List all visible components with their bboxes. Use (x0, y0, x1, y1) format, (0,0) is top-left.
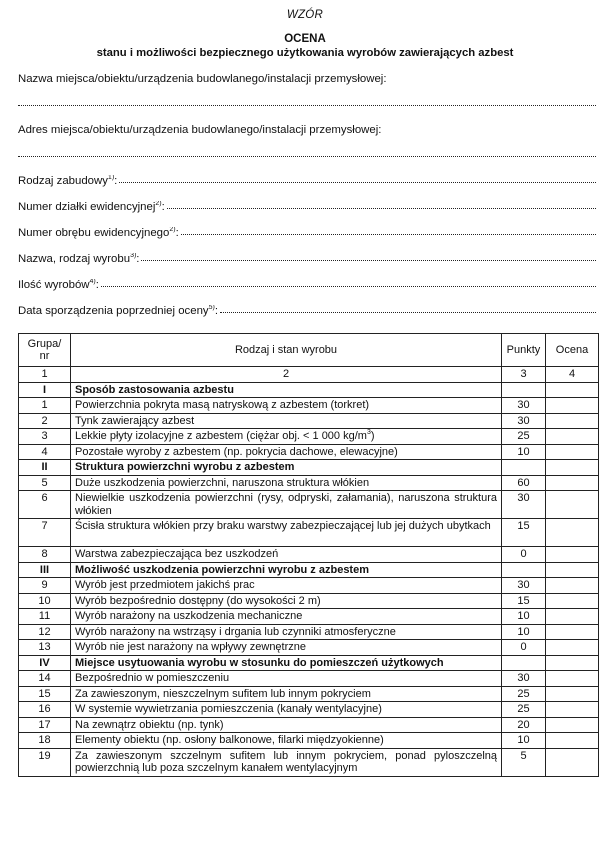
row-points: 30 (502, 413, 546, 429)
rating-cell (546, 460, 599, 476)
row-number: 18 (19, 733, 71, 749)
row-description (71, 717, 502, 733)
row-description (71, 640, 502, 656)
description-text: Bezpośrednio w pomieszczeniu (75, 672, 230, 684)
row-number: 1 (19, 398, 71, 414)
row-points: 30 (502, 491, 546, 519)
row-points: 60 (502, 475, 546, 491)
row-number: 9 (19, 578, 71, 594)
rating-cell[interactable] (546, 491, 599, 519)
row-description (71, 491, 502, 519)
row-points: 25 (502, 702, 546, 718)
description-text: Wyrób narażony na wstrząsy i drgania lub czynniki atmosferyczne (75, 625, 396, 638)
previous-assessment-date-label: Data sporządzenia poprzedniej oceny$^{5)}$: (18, 305, 219, 317)
document-subtitle: stanu i możliwości bezpiecznego użytkowania wyrobów zawierających azbest (96, 47, 514, 59)
row-number: 2 (19, 413, 71, 429)
row-description (71, 519, 502, 547)
description-text: Wyrób bezpośrednio dostępny (do wysokości 2 m) (75, 594, 321, 607)
obreb-label: Numer obrębu ewidencyjnego$^{2)}$: (18, 227, 179, 239)
row-points: 30 (502, 578, 546, 594)
row-description (71, 429, 502, 445)
row-number: 12 (19, 624, 71, 640)
column-index: 4 (546, 367, 599, 383)
footnote-ref: 1) (107, 175, 115, 181)
row-points: 15 (502, 519, 546, 547)
row-description (71, 444, 502, 460)
row-points: 15 (502, 593, 546, 609)
description-text: W systemie wywietrzania pomieszczenia (kanały wentylacyjne) (75, 703, 382, 715)
superscript: 3 (366, 429, 371, 436)
table-row (19, 748, 599, 776)
obreb-entry-line[interactable] (181, 232, 596, 235)
row-points (502, 382, 546, 398)
rating-cell[interactable] (546, 444, 599, 460)
rating-cell[interactable] (546, 398, 599, 414)
description-text: Pozostałe wyroby z azbestem (np. pokrycia dachowe, elewacyjne) (75, 445, 398, 458)
rating-cell (546, 382, 599, 398)
row-number: III (19, 562, 71, 578)
row-points (502, 655, 546, 671)
object-name-field (18, 73, 596, 85)
rating-cell (546, 562, 599, 578)
table-row (19, 702, 599, 718)
rating-cell (546, 655, 599, 671)
wyrob-label: Nazwa, rodzaj wyrobu$^{3)}$: (18, 253, 140, 265)
description-tail: ) (370, 430, 375, 442)
description-text: Wyrób jest przedmiotem jakichś prac (75, 579, 255, 591)
row-number: 5 (19, 475, 71, 491)
row-number: 3 (19, 429, 71, 445)
header-points: Punkty (502, 334, 546, 367)
header-product-type: Rodzaj i stan wyrobu (71, 334, 502, 367)
rating-cell[interactable] (546, 429, 599, 445)
description-text: Za zawieszonym szczelnym sufitem lub innym pokryciem, ponad pyloszczelną powierzchnią lub poza szczelnym kanałem wentylacyjnym (75, 749, 497, 774)
description-text: Możliwość uszkodzenia powierzchni wyrobu z azbestem (75, 563, 369, 576)
description-text: Sposób zastosowania azbestu (75, 383, 234, 396)
table-row (19, 640, 599, 656)
column-index: 2 (71, 367, 502, 383)
dzialka-field (18, 201, 596, 213)
row-number: 6 (19, 491, 71, 519)
header-group-nr: Grupa/ nr (19, 334, 71, 367)
wyrob-entry-line[interactable] (141, 258, 596, 261)
row-points: 0 (502, 547, 546, 563)
description-text: Elementy obiektu (np. osłony balkonowe, filarki międzyokienne) (75, 734, 384, 746)
table-row (19, 398, 599, 414)
description-text: Lekkie płyty izolacyjne z azbestem (ciężar obj. < 1 000 kg/m (75, 430, 367, 442)
rating-cell[interactable] (546, 593, 599, 609)
table-row (19, 733, 599, 749)
table-row (19, 671, 599, 687)
object-address-label: Adres miejsca/obiektu/urządzenia budowlanego/instalacji przemysłowej: (18, 124, 382, 136)
row-number: 13 (19, 640, 71, 656)
row-number: 17 (19, 717, 71, 733)
row-description (71, 702, 502, 718)
table-row (19, 444, 599, 460)
column-index-row (19, 367, 599, 383)
row-number: 14 (19, 671, 71, 687)
section-title (71, 460, 502, 476)
row-number: 19 (19, 748, 71, 776)
dzialka-label: Numer działki ewidencyjnej$^{2)}$: (18, 201, 165, 213)
row-number: 15 (19, 686, 71, 702)
rating-cell[interactable] (546, 578, 599, 594)
rating-cell[interactable] (546, 413, 599, 429)
row-points: 10 (502, 609, 546, 625)
row-description (71, 624, 502, 640)
description-text: Powierzchnia pokryta masą natryskową z azbestem (torkret) (75, 399, 370, 411)
footnote-ref: 3) (130, 253, 137, 259)
rating-cell[interactable] (546, 748, 599, 776)
ilosc-field (18, 279, 596, 291)
document-title: OCENA (284, 33, 326, 45)
rating-cell[interactable] (546, 547, 599, 563)
row-description (71, 748, 502, 776)
description-text: Niewielkie uszkodzenia powierzchni (rysy, odpryski, załamania), naruszona struktura włókien (75, 492, 497, 517)
row-number: II (19, 460, 71, 476)
row-description (71, 398, 502, 414)
row-description (71, 609, 502, 625)
zabudowa-label: Rodzaj zabudowy$^{1)}$: (18, 175, 118, 187)
row-number: IV (19, 655, 71, 671)
table-row (19, 717, 599, 733)
row-points: 10 (502, 444, 546, 460)
table-row (19, 429, 599, 445)
wyrob-field (18, 253, 596, 265)
rating-cell[interactable] (546, 717, 599, 733)
description-text: Na zewnątrz obiektu (np. tynk) (75, 718, 224, 731)
rating-cell[interactable] (546, 686, 599, 702)
row-description (71, 733, 502, 749)
obreb-field (18, 227, 596, 239)
rating-cell[interactable] (546, 519, 599, 547)
template-label: WZÓR (286, 9, 324, 21)
table-section-row (19, 382, 599, 398)
description-text: Wyrób narażony na uszkodzenia mechaniczne (75, 610, 303, 622)
table-section-row (19, 655, 599, 671)
description-text: Struktura powierzchni wyrobu z azbestem (75, 461, 295, 473)
footnote-ref: 2) (155, 201, 162, 207)
description-text: Duże uszkodzenia powierzchni, naruszona struktura włókien (75, 476, 370, 489)
object-name-entry-line[interactable] (18, 105, 596, 106)
section-title (71, 382, 502, 398)
row-number: 8 (19, 547, 71, 563)
previous-assessment-date-field (18, 305, 596, 317)
description-text: Za zawieszonym, nieszczelnym sufitem lub innym pokryciem (75, 687, 371, 700)
object-address-field (18, 124, 596, 136)
rating-cell[interactable] (546, 475, 599, 491)
table-row (19, 686, 599, 702)
footnote-ref: 2) (169, 227, 176, 233)
table-row (19, 593, 599, 609)
footnote-ref: 5) (208, 305, 215, 311)
ilosc-label: Ilość wyrobów$^{4)}$: (18, 279, 99, 291)
row-points (502, 562, 546, 578)
table-section-row (19, 460, 599, 476)
table-header-row (19, 334, 599, 367)
row-points: 30 (502, 398, 546, 414)
table-row (19, 578, 599, 594)
row-description (71, 475, 502, 491)
row-points: 25 (502, 429, 546, 445)
object-name-label: Nazwa miejsca/obiektu/urządzenia budowlanego/instalacji przemysłowej: (18, 73, 387, 85)
row-description (71, 413, 502, 429)
zabudowa-field (18, 175, 596, 187)
description-text: Miejsce usytuowania wyrobu w stosunku do pomieszczeń użytkowych (75, 656, 444, 669)
row-points: 25 (502, 686, 546, 702)
dzialka-entry-line[interactable] (167, 206, 596, 209)
row-points: 10 (502, 624, 546, 640)
assessment-table (18, 333, 599, 777)
column-index: 1 (19, 367, 71, 383)
description-text: Warstwa zabezpieczająca bez uszkodzeń (75, 548, 279, 560)
row-description (71, 686, 502, 702)
row-points: 5 (502, 748, 546, 776)
zabudowa-entry-line[interactable] (119, 180, 596, 183)
row-number: 10 (19, 593, 71, 609)
description-text: Ścisła struktura włókien przy braku warstwy zabezpieczającej lub jej dużych ubytkach (75, 520, 491, 532)
description-text: Wyrób nie jest narażony na wpływy zewnętrzne (75, 641, 307, 653)
header-rating: Ocena (546, 334, 599, 367)
rating-cell[interactable] (546, 624, 599, 640)
column-index: 3 (502, 367, 546, 383)
table-row (19, 609, 599, 625)
rating-cell[interactable] (546, 671, 599, 687)
row-points (502, 460, 546, 476)
row-number: 7 (19, 519, 71, 547)
rating-cell[interactable] (546, 702, 599, 718)
ilosc-entry-line[interactable] (101, 284, 596, 287)
description-text: Tynk zawierający azbest (75, 414, 195, 427)
rating-cell[interactable] (546, 733, 599, 749)
footnote-ref: 4) (89, 279, 96, 285)
row-description (71, 593, 502, 609)
row-points: 30 (502, 671, 546, 687)
table-row (19, 491, 599, 519)
rating-cell[interactable] (546, 640, 599, 656)
row-number: I (19, 382, 71, 398)
table-row (19, 413, 599, 429)
table-section-row (19, 562, 599, 578)
row-description (71, 578, 502, 594)
row-number: 11 (19, 609, 71, 625)
row-description (71, 547, 502, 563)
table-row (19, 547, 599, 563)
row-points: 0 (502, 640, 546, 656)
row-points: 10 (502, 733, 546, 749)
rating-cell[interactable] (546, 609, 599, 625)
row-points: 20 (502, 717, 546, 733)
section-title (71, 562, 502, 578)
object-address-entry-line[interactable] (18, 156, 596, 157)
previous-assessment-date-entry-line[interactable] (220, 310, 596, 313)
row-description (71, 671, 502, 687)
row-number: 4 (19, 444, 71, 460)
row-number: 16 (19, 702, 71, 718)
table-row (19, 475, 599, 491)
table-row (19, 519, 599, 547)
section-title (71, 655, 502, 671)
table-row (19, 624, 599, 640)
